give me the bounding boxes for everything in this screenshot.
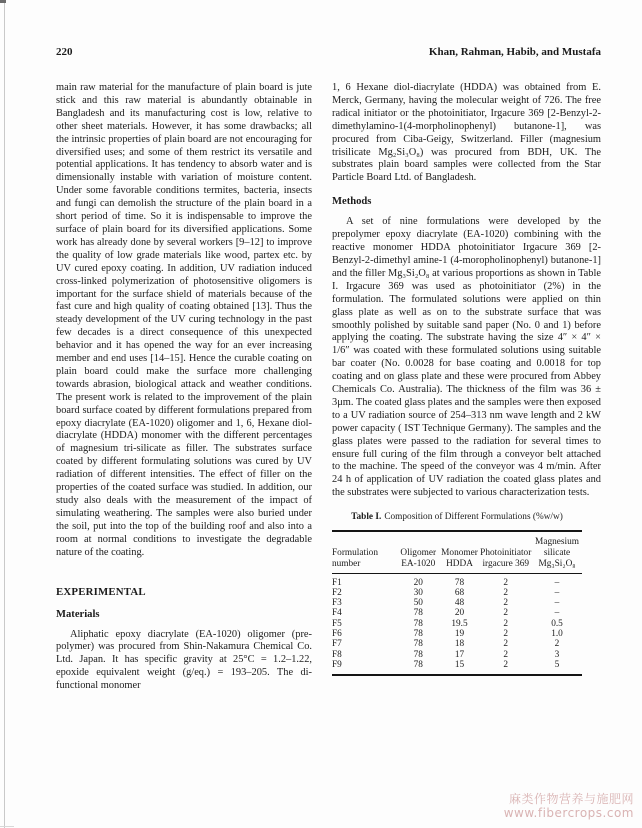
formulations-table-header-row xyxy=(332,531,582,573)
column-header: Oligomer EA-1020 xyxy=(397,531,440,573)
table-cell: 78 xyxy=(454,577,465,588)
table-cell: 2 xyxy=(503,659,509,670)
table-cell: – xyxy=(554,598,560,609)
table-cell: – xyxy=(554,577,560,588)
table-cell: 20 xyxy=(454,608,465,619)
table-cell: 2 xyxy=(554,639,560,650)
table-cell: 2 xyxy=(503,587,509,598)
table-cell: 2 xyxy=(503,618,509,629)
table-cell: F6 xyxy=(332,629,342,640)
column-header: Photoinitiator irgacure 369 xyxy=(480,531,533,573)
scan-bottom-artifact xyxy=(0,826,14,827)
table-cell: 2 xyxy=(503,639,509,650)
table-cell: 2 xyxy=(503,598,509,609)
column-header: Monomer HDDA xyxy=(440,531,480,573)
methods-heading: Methods xyxy=(332,196,372,208)
left-column xyxy=(56,82,312,693)
running-head: Khan, Rahman, Habib, and Mustafa xyxy=(428,46,601,58)
table-cell: 2 xyxy=(503,577,509,588)
table-cell: 17 xyxy=(454,649,465,660)
table-cell: F2 xyxy=(332,587,342,598)
table-cell: 78 xyxy=(413,629,423,640)
page-header xyxy=(56,46,601,58)
table-caption xyxy=(332,512,582,523)
table-row xyxy=(332,573,582,588)
table-row xyxy=(332,608,582,618)
column-header: Magnesium silicate Mg₃Si₂O₈ xyxy=(532,531,582,573)
watermark xyxy=(504,793,634,820)
table-caption-label: Table I. xyxy=(351,512,382,523)
table-row xyxy=(332,619,582,629)
table-cell: F8 xyxy=(332,649,342,660)
table-cell: 30 xyxy=(413,587,423,598)
table-cell: 18 xyxy=(454,639,465,650)
table-cell: 78 xyxy=(413,649,423,660)
scan-edge-artifact xyxy=(4,0,5,828)
table-row xyxy=(332,588,582,598)
table-cell: 78 xyxy=(413,639,423,650)
page-number: 220 xyxy=(56,46,73,58)
scan-corner-artifact xyxy=(0,0,6,3)
table-row xyxy=(332,598,582,608)
table-cell: F3 xyxy=(332,598,342,609)
table-cell: F1 xyxy=(332,577,342,588)
formulations-table xyxy=(332,530,582,676)
table-cell: 2 xyxy=(503,608,509,619)
table-1-block xyxy=(332,512,582,676)
table-cell: F4 xyxy=(332,608,342,619)
table-cell: 19 xyxy=(454,629,465,640)
table-cell: 68 xyxy=(454,587,465,598)
table-cell: 5 xyxy=(554,659,560,670)
table-cell: 50 xyxy=(413,598,423,609)
table-cell: 20 xyxy=(413,577,423,588)
materials-heading: Materials xyxy=(56,608,100,620)
watermark-line-url: www.fibercrops.com xyxy=(503,805,634,820)
table-row xyxy=(332,629,582,639)
materials-paragraph: Aliphatic epoxy diacrylate (EA-1020) oligomer (pre-polymer) was procured from Shin-Nakamura Chemical Co. Ltd. Japan. It has specific gravity at 25°C = 1.2–1.22, epoxide equivalent weight (g/eq.) = 193–205. The di-functional monomer xyxy=(56,628,312,692)
table-cell: 2 xyxy=(503,629,509,640)
table-row xyxy=(332,650,582,660)
table-cell: 1.0 xyxy=(551,629,563,640)
formulations-table-head xyxy=(332,531,582,573)
table-cell: 19.5 xyxy=(451,618,468,629)
table-cell: 2 xyxy=(503,649,509,660)
intro-paragraph: main raw material for the manufacture of plain board is jute stick and this raw material is abundantly obtainable in Bangladesh and its manufacturing cost is low, relative to other sheet materials. However, it has some drawbacks; all the intrinsic properties of plain board are not encouraging for diversified uses; and some of them restrict its versatile and potential applications. It has tendency to absorb water and is dimensionally instable with variation of moisture content. Under some favorable conditions termites, bacteria, insects and fungi can demolish the structure of the plain board in a short period of time. So it is indispensable to improve the surface of plain board for its diversified applications. Some work has already done by several workers [9–12] to improve the quality of low grade materials like wood, partex etc. by UV cured epoxy coating. In addition, UV radiation induced cross-linked polymerization of photosensitive oligomers is important for the surface shield of materials because of the fast cure and high quality of coating obtained [13]. Thus the steady development of the UV curing technology in the past few decades is a direct consequence of this unexpected behavior and it has opened the way for an ever increasing member and end uses [14–15]. Hence the curable coating on plain board could make the surface more challenging towards abrasion, biological attack and weather conditions. The present work is related to the improvement of the plain board surface coated by different formulations prepared from epoxy diacrylate (EA-1020) oligomer and 1, 6, Hexane diol-diacrylate (HDDA) monomer with the different percentages of magnesium tri-silicate as filler. The substrates surface coated by different formulating solutions was cured by UV radiation of different intensities. The effect of filler on the properties of the coated surface was studied. In addition, our study also deals with the measurement of the impact of simulating weathering. The samples were also buried under the soil, put into the top of the building roof and also into a room at normal conditions to investigate the degradable nature of the coating. xyxy=(56,82,312,558)
formulations-table-body xyxy=(332,573,582,675)
column-header: Formulation number xyxy=(332,531,397,573)
table-caption-text: Composition of Different Formulations (%w/w) xyxy=(384,512,563,523)
table-cell: 3 xyxy=(554,649,560,660)
experimental-heading: EXPERIMENTAL xyxy=(56,585,146,598)
table-cell: 0.5 xyxy=(551,618,563,629)
table-row xyxy=(332,660,582,675)
table-cell: 78 xyxy=(413,659,423,670)
table-cell: 15 xyxy=(454,659,465,670)
table-cell: 48 xyxy=(454,598,465,609)
table-cell: 78 xyxy=(413,608,423,619)
table-cell: F9 xyxy=(332,659,342,670)
right-column xyxy=(332,82,601,693)
table-cell: F5 xyxy=(332,618,342,629)
table-cell: – xyxy=(554,587,560,598)
methods-paragraph: A set of nine formulations were developed by the prepolymer epoxy diacrylate (EA-1020) combining with the reactive monomer HDDA photoinitiator Irgacure 369 [2-Benzyl-2-dimethyl amine-1 (4-moropholinophenyl) butanone-1] and the filler Mg₃Si₂O₈ at various proportions as shown in Table I. Irgacure 369 was used as photoinitiator (2%) in the formulation. The formulated solutions were applied on thin glass plate as well as on to the substrate surface that was smoothly polished by suitable sand paper (No. 0 and 1) before applying the coating. The substrate having the size 4″ × 4″ × 1/6″ was coated with these formulated solutions using suitable bar coater (No. 0.0028 for base coating and 0.0018 for top coating and on glass plate and these were procured from Abbey Chemicals Co. Australia). The thickness of the film was 36 ± 3μm. The coated glass plates and the samples were then exposed to a UV radiation source of 254–313 nm wave length and 2 kW power capacity ( IST Technique Germany). The samples and the glass plates were passed to the radiation for several times to ensure full curing of the film through a conveyor belt attached to the machine. The speed of the conveyor was 4 m/min. After 24 h of application of UV radiation the coated glass plates and the substrates were subjected to various characterization tests. xyxy=(332,216,601,499)
two-column-body xyxy=(56,82,601,693)
table-row xyxy=(332,639,582,649)
table-cell: – xyxy=(554,608,560,619)
table-cell: 78 xyxy=(413,618,423,629)
materials-continued-paragraph: 1, 6 Hexane diol-diacrylate (HDDA) was obtained from E. Merck, Germany, having the molecular weight of 726. The free radical initiator or the photoinitiator, Irgacure 369 [2-Benzyl-2-dimethylamino-1(4-morpholinophenyl) butanone-1], was procured from Ciba-Geigy, Switzerland. Filler (magnesium trisilicate Mg₂Si₃O₈) was procured from BDH, UK. The substrates plain board samples were collected from the Star Particle Board Ltd. of Bangladesh. xyxy=(332,82,601,184)
watermark-line-cn: 麻类作物营养与施肥网 xyxy=(508,792,634,806)
table-cell: F7 xyxy=(332,639,342,650)
